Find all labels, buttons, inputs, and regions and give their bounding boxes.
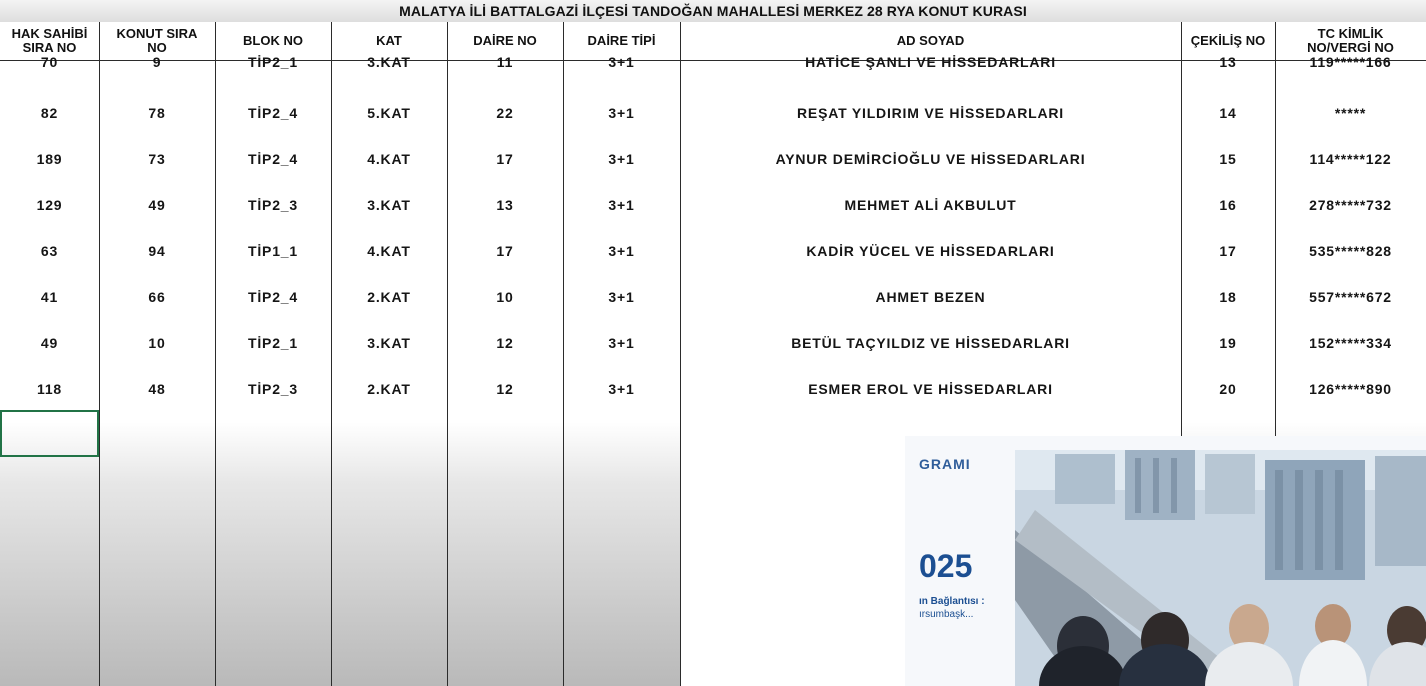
overlay-program-text: GRAMI (919, 456, 971, 472)
cell-konut[interactable]: 94 (148, 243, 166, 259)
selected-cell[interactable] (0, 410, 99, 457)
cell-blok[interactable]: TİP2_4 (248, 289, 298, 305)
cell-cekilis[interactable]: 19 (1219, 335, 1237, 351)
cell-tc[interactable]: ***** (1334, 105, 1367, 121)
cell-tip[interactable]: 3+1 (608, 243, 635, 259)
cell-konut[interactable]: 66 (148, 289, 166, 305)
cell-daire[interactable]: 12 (496, 381, 514, 397)
cell-tc[interactable]: 114*****122 (1309, 151, 1392, 167)
table-row (0, 228, 1426, 274)
header-cell-hak[interactable]: HAK SAHİBİ SIRA NO (11, 26, 88, 55)
table-row (0, 90, 1426, 136)
cell-ad[interactable]: REŞAT YILDIRIM VE HİSSEDARLARI (797, 105, 1064, 121)
cell-hak[interactable]: 82 (40, 105, 59, 121)
cell-tc[interactable]: 152*****334 (1309, 335, 1392, 351)
header-cell-ad[interactable]: AD SOYAD (896, 33, 965, 48)
cell-kat[interactable]: 3.KAT (367, 335, 411, 351)
cell-ad[interactable]: BETÜL TAÇYILDIZ VE HİSSEDARLARI (791, 335, 1070, 351)
cell-daire[interactable]: 13 (496, 197, 514, 213)
cell-cekilis[interactable]: 15 (1219, 151, 1237, 167)
cell-tip[interactable]: 3+1 (608, 289, 635, 305)
cell-ad[interactable]: ESMER EROL VE HİSSEDARLARI (808, 381, 1053, 397)
cell-cekilis[interactable]: 14 (1219, 105, 1237, 121)
cell-ad[interactable]: AHMET BEZEN (875, 289, 986, 305)
cell-konut[interactable]: 9 (152, 54, 162, 70)
header-cell-tip[interactable]: DAİRE TİPİ (587, 33, 656, 48)
cell-kat[interactable]: 4.KAT (367, 151, 411, 167)
header-cell-daire[interactable]: DAİRE NO (473, 33, 537, 48)
table-row (0, 274, 1426, 320)
cell-tc[interactable]: 557*****672 (1309, 289, 1392, 305)
cell-cekilis[interactable]: 18 (1219, 289, 1237, 305)
cell-daire[interactable]: 12 (496, 335, 514, 351)
cell-daire[interactable]: 17 (496, 151, 514, 167)
cell-blok[interactable]: TİP2_1 (248, 54, 298, 70)
cell-blok[interactable]: TİP1_1 (248, 243, 298, 259)
cell-kat[interactable]: 5.KAT (367, 105, 411, 121)
cell-hak[interactable]: 129 (36, 197, 63, 213)
header-cell-kat[interactable]: KAT (376, 33, 402, 48)
video-overlay (905, 436, 1426, 686)
cell-cekilis[interactable]: 17 (1219, 243, 1237, 259)
table-row (0, 320, 1426, 366)
cell-blok[interactable]: TİP2_3 (248, 381, 298, 397)
city-buildings-image (1015, 450, 1426, 686)
table-row (0, 366, 1426, 412)
cell-daire[interactable]: 11 (496, 54, 514, 70)
cell-tip[interactable]: 3+1 (608, 381, 635, 397)
cell-konut[interactable]: 49 (148, 197, 166, 213)
cell-kat[interactable]: 2.KAT (367, 381, 411, 397)
header-cell-blok[interactable]: BLOK NO (243, 33, 303, 48)
cell-ad[interactable]: KADİR YÜCEL VE HİSSEDARLARI (806, 243, 1055, 259)
cell-ad[interactable]: HATİCE ŞANLI VE HİSSEDARLARI (805, 54, 1056, 70)
cell-daire[interactable]: 17 (496, 243, 514, 259)
table-row (0, 182, 1426, 228)
table-row (0, 136, 1426, 182)
cell-blok[interactable]: TİP2_1 (248, 335, 298, 351)
cell-blok[interactable]: TİP2_3 (248, 197, 298, 213)
overlay-link-text: ırsumbaşk... (919, 609, 974, 620)
cell-hak[interactable]: 118 (37, 381, 62, 397)
header-cell-cekilis[interactable]: ÇEKİLİŞ NO (1190, 33, 1266, 48)
cell-tip[interactable]: 3+1 (608, 54, 635, 70)
cell-konut[interactable]: 78 (148, 105, 166, 121)
cell-hak[interactable]: 41 (40, 289, 59, 305)
cell-cekilis[interactable]: 16 (1219, 197, 1237, 213)
cell-tc[interactable]: 535*****828 (1309, 243, 1392, 259)
cell-hak[interactable]: 49 (40, 335, 59, 351)
cell-kat[interactable]: 4.KAT (367, 243, 411, 259)
cell-ad[interactable]: MEHMET ALİ AKBULUT (844, 197, 1017, 213)
cell-kat[interactable]: 2.KAT (367, 289, 411, 305)
cell-daire[interactable]: 10 (496, 289, 514, 305)
cell-konut[interactable]: 48 (148, 381, 166, 397)
cell-kat[interactable]: 3.KAT (367, 197, 411, 213)
cell-tip[interactable]: 3+1 (608, 105, 635, 121)
cell-cekilis[interactable]: 13 (1219, 54, 1237, 70)
cell-blok[interactable]: TİP2_4 (248, 105, 298, 121)
cell-tc[interactable]: 119*****166 (1309, 54, 1392, 70)
sheet-title: MALATYA İLİ BATTALGAZİ İLÇESİ TANDOĞAN MAHALLESİ MERKEZ 28 RYA KONUT KURASI (0, 0, 1426, 23)
header-cell-tc[interactable]: TC KİMLİK NO/VERGİ NO (1307, 26, 1394, 55)
header-cell-konut[interactable]: KONUT SIRA NO (116, 26, 198, 55)
cell-cekilis[interactable]: 20 (1219, 381, 1237, 397)
cell-tip[interactable]: 3+1 (608, 151, 635, 167)
cell-blok[interactable]: TİP2_4 (248, 151, 298, 167)
cell-tip[interactable]: 3+1 (608, 197, 635, 213)
cell-tip[interactable]: 3+1 (608, 335, 635, 351)
overlay-year: 025 (919, 548, 973, 584)
cell-konut[interactable]: 10 (148, 335, 166, 351)
cell-daire[interactable]: 22 (496, 105, 514, 121)
cell-kat[interactable]: 3.KAT (367, 54, 411, 70)
cell-konut[interactable]: 73 (148, 151, 166, 167)
cell-hak[interactable]: 70 (40, 54, 59, 70)
cell-hak[interactable]: 189 (36, 151, 63, 167)
cell-tc[interactable]: 126*****890 (1309, 381, 1392, 397)
cell-tc[interactable]: 278*****732 (1309, 197, 1392, 213)
cell-hak[interactable]: 63 (40, 243, 59, 259)
cell-ad[interactable]: AYNUR DEMİRCİOĞLU VE HİSSEDARLARI (775, 151, 1086, 167)
overlay-link-label: ın Bağlantısı : (919, 596, 985, 607)
